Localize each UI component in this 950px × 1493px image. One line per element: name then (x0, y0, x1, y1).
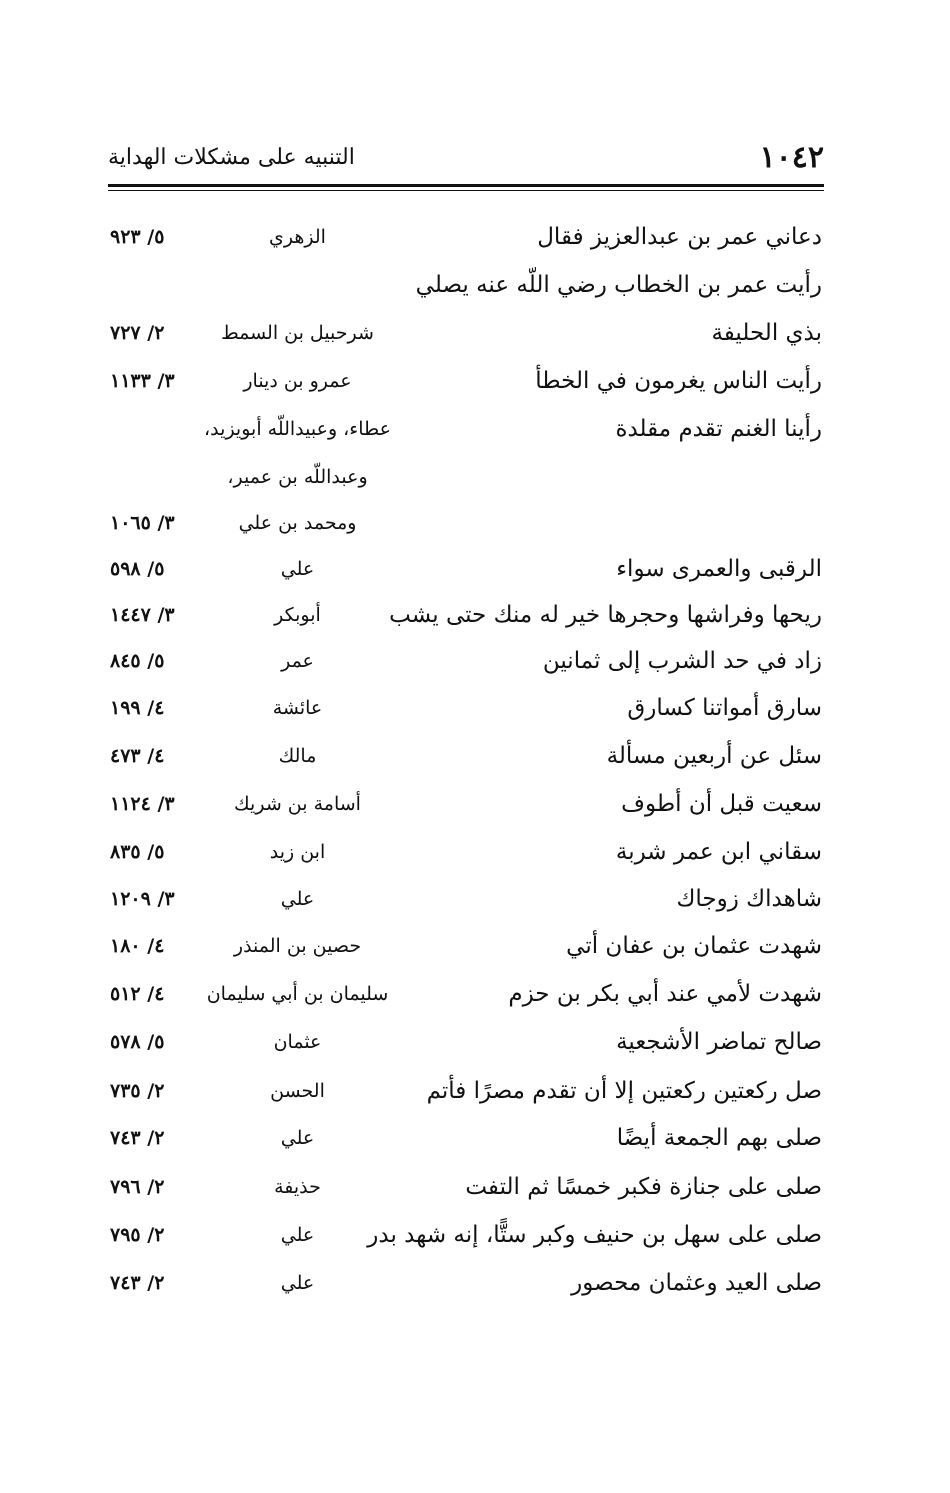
index-row (100, 829, 830, 875)
index-row (100, 638, 830, 684)
index-row (100, 310, 830, 356)
index-row (100, 358, 830, 404)
index-row (100, 923, 830, 969)
page-reference: ٣/ ١٠٦٥ (110, 512, 175, 534)
hadith-text: سئل عن أربعين مسألة (606, 743, 822, 769)
narrator: عمرو بن دينار (243, 370, 352, 392)
hadith-text: صالح تماضر الأشجعية (616, 1029, 822, 1055)
index-row (100, 214, 830, 260)
hadith-text: سقاني ابن عمر شربة (615, 839, 822, 865)
hadith-text: ريحها وفراشها وحجرها خير له منك حتى يشب (389, 602, 822, 628)
page-reference: ٤/ ٤٧٣ (110, 745, 165, 767)
hadith-text: صل ركعتين ركعتين إلا أن تقدم مصرًا فأتم (426, 1078, 822, 1104)
page-reference: ٤/ ١٨٠ (110, 935, 165, 957)
narrator: علي (280, 558, 315, 580)
index-row (100, 971, 830, 1017)
page-reference: ٣/ ١٢٠٩ (110, 888, 175, 910)
hadith-text: صلى العيد وعثمان محصور (571, 1270, 822, 1296)
index-row (100, 454, 830, 500)
page-reference: ٢/ ٧٩٥ (110, 1224, 165, 1246)
narrator: علي (280, 1224, 315, 1246)
page-reference: ٥/ ٩٢٣ (110, 226, 165, 248)
index-row (100, 1164, 830, 1210)
narrator: سليمان بن أبي سليمان (206, 983, 389, 1005)
narrator: علي (280, 1272, 315, 1294)
hadith-text: شهدت لأمي عند أبي بكر بن حزم (508, 981, 822, 1007)
index-row (100, 262, 830, 308)
hadith-text: صلى على جنازة فكبر خمسًا ثم التفت (465, 1174, 822, 1200)
index-row (100, 592, 830, 638)
hadith-text: سعيت قبل أن أطوف (621, 791, 822, 817)
narrator: عثمان (273, 1031, 322, 1053)
index-row (100, 685, 830, 731)
page-number: ١٠٤٢ (759, 140, 824, 175)
hadith-text: سارق أمواتنا كسارق (627, 695, 822, 721)
index-row (100, 406, 830, 452)
narrator: الحسن (270, 1080, 325, 1102)
narrator: الزهري (269, 226, 326, 248)
hadith-text: الرقبى والعمرى سواء (616, 556, 822, 582)
book-title: التنبيه على مشكلات الهداية (108, 145, 355, 170)
index-row (100, 1068, 830, 1114)
page-reference: ٢/ ٧٣٥ (110, 1080, 165, 1102)
hadith-text: صلى على سهل بن حنيف وكبر ستًّا، إنه شهد بدر (367, 1222, 822, 1248)
narrator: علي (280, 1127, 315, 1149)
narrator: وعبداللّه بن عمير، (227, 466, 368, 488)
page-reference: ٥/ ٥٧٨ (110, 1031, 165, 1053)
narrator: عائشة (272, 697, 323, 719)
page-reference: ٤/ ٥١٢ (110, 983, 165, 1005)
hadith-text: زاد في حد الشرب إلى ثمانين (542, 648, 822, 674)
page-reference: ٢/ ٧٤٣ (110, 1272, 165, 1294)
narrator: شرحبيل بن السمط (221, 322, 374, 344)
narrator: حذيفة (274, 1176, 321, 1198)
index-row (100, 876, 830, 922)
index-row (100, 733, 830, 779)
page-reference: ٣/ ١١٢٤ (110, 793, 175, 815)
narrator: عطاء، وعبيداللّه أبويزيد، (204, 418, 391, 440)
narrator: أسامة بن شريك (234, 793, 361, 815)
hadith-text: صلى بهم الجمعة أيضًا (616, 1125, 822, 1151)
page-reference: ٥/ ٨٤٥ (110, 650, 165, 672)
index-row (100, 781, 830, 827)
hadith-text: شهدت عثمان بن عفان أتي (566, 933, 822, 959)
page-reference: ٢/ ٧٩٦ (110, 1176, 165, 1198)
page-reference: ٣/ ١١٣٣ (110, 370, 175, 392)
page-reference: ٥/ ٥٩٨ (110, 558, 165, 580)
hadith-text: شاهداك زوجاك (676, 886, 822, 912)
page-reference: ٢/ ٧٤٣ (110, 1127, 165, 1149)
index-row (100, 546, 830, 592)
narrator: حصين بن المنذر (233, 935, 362, 957)
narrator: علي (280, 888, 315, 910)
narrator: ابن زيد (269, 841, 326, 863)
index-row (100, 1115, 830, 1161)
hadith-text: رأيت عمر بن الخطاب رضي اللّه عنه يصلي (415, 272, 822, 298)
index-row (100, 1019, 830, 1065)
index-row (100, 1260, 830, 1306)
hadith-text: بذي الحليفة (711, 320, 822, 346)
page-reference: ٣/ ١٤٤٧ (110, 604, 175, 626)
page-reference: ٤/ ١٩٩ (110, 697, 165, 719)
hadith-text: رأينا الغنم تقدم مقلدة (615, 416, 822, 442)
hadith-text: دعاني عمر بن عبدالعزيز فقال (537, 224, 822, 250)
narrator: عمر (281, 650, 314, 672)
narrator: ومحمد بن علي (238, 512, 357, 534)
narrator: مالك (278, 745, 317, 767)
index-row (100, 500, 830, 546)
page-reference: ٢/ ٧٢٧ (110, 322, 165, 344)
hadith-text: رأيت الناس يغرمون في الخطأ (535, 368, 822, 394)
index-row (100, 1212, 830, 1258)
narrator: أبوبكر (274, 604, 321, 626)
page-reference: ٥/ ٨٣٥ (110, 841, 165, 863)
